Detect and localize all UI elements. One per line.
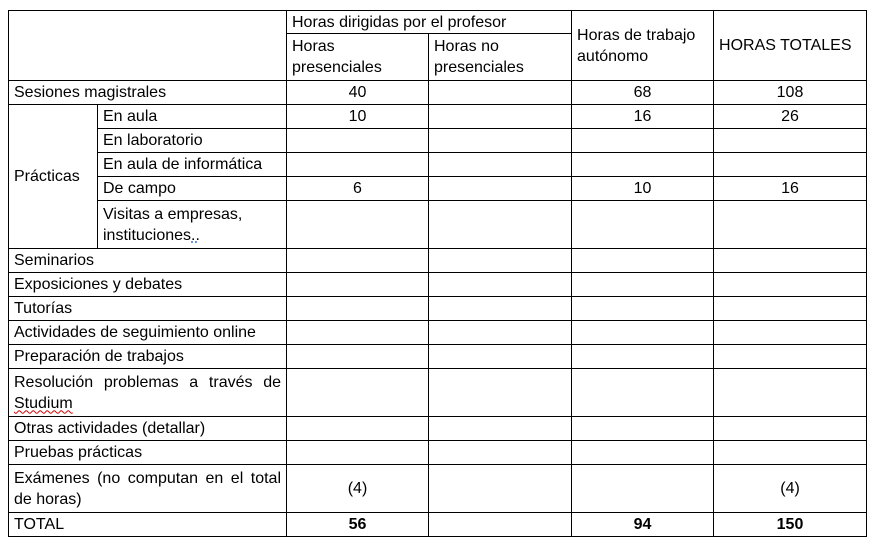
table-row: [9, 417, 867, 441]
cell-no-presencial: [429, 201, 572, 249]
header-empty-corner: [9, 11, 287, 81]
cell-autonomo: [572, 417, 714, 441]
cell-presencial: 6: [287, 177, 429, 201]
table-row: [9, 105, 867, 129]
row-label: Exposiciones y debates: [9, 273, 287, 297]
row-label: En aula de informática: [98, 153, 287, 177]
cell-autonomo: 16: [572, 105, 714, 129]
row-label: Otras actividades (detallar): [9, 417, 287, 441]
cell-total: [714, 153, 867, 177]
header-row-group: [9, 11, 867, 34]
cell-presencial: [287, 417, 429, 441]
table-row: [9, 153, 867, 177]
hours-table: [8, 10, 867, 537]
cell-autonomo: 10: [572, 177, 714, 201]
table-row: [9, 321, 867, 345]
cell-total: 108: [714, 81, 867, 105]
cell-autonomo: [572, 321, 714, 345]
total-autonomo: 94: [572, 513, 714, 537]
cell-no-presencial: [429, 153, 572, 177]
row-label: Pruebas prácticas: [9, 441, 287, 465]
cell-autonomo: [572, 465, 714, 513]
cell-presencial: [287, 249, 429, 273]
cell-autonomo: 68: [572, 81, 714, 105]
cell-autonomo: [572, 345, 714, 369]
cell-total: [714, 417, 867, 441]
cell-total: [714, 273, 867, 297]
cell-total: [714, 297, 867, 321]
row-label: Sesiones magistrales: [9, 81, 287, 105]
cell-autonomo: [572, 369, 714, 417]
row-label: Exámenes (no computan en el total de horas): [9, 465, 287, 513]
header-group-label: Horas dirigidas por el profesor: [287, 11, 572, 34]
row-label-line: Visitas a empresas,: [103, 205, 243, 223]
cell-no-presencial: [429, 105, 572, 129]
header-no-presencial: Horas no presenciales: [429, 34, 572, 81]
cell-presencial: (4): [287, 465, 429, 513]
cell-total: 26: [714, 105, 867, 129]
cell-autonomo: [572, 129, 714, 153]
row-label: En aula: [98, 105, 287, 129]
cell-total: [714, 345, 867, 369]
total-label: TOTAL: [9, 513, 287, 537]
table-row: [9, 249, 867, 273]
table-row: [9, 369, 867, 417]
row-label-line: Resolución problemas a través de: [14, 373, 281, 391]
table-row: [9, 441, 867, 465]
cell-presencial: [287, 273, 429, 297]
cell-presencial: 10: [287, 105, 429, 129]
row-label: De campo: [98, 177, 287, 201]
table-row: [9, 177, 867, 201]
cell-presencial: [287, 297, 429, 321]
cell-autonomo: [572, 201, 714, 249]
row-label: [9, 369, 287, 417]
table-row: [9, 345, 867, 369]
row-label-line: Studium: [14, 394, 73, 412]
cell-presencial: [287, 369, 429, 417]
cell-no-presencial: [429, 417, 572, 441]
cell-no-presencial: [429, 129, 572, 153]
cell-total: [714, 249, 867, 273]
table-row: [9, 297, 867, 321]
row-label-line: instituciones: [103, 226, 192, 244]
cell-presencial: [287, 201, 429, 249]
cell-no-presencial: [429, 465, 572, 513]
cell-presencial: [287, 321, 429, 345]
practicas-label: Prácticas: [9, 105, 98, 249]
header-totales: HORAS TOTALES: [714, 11, 867, 81]
cell-total: [714, 441, 867, 465]
row-label: [98, 201, 287, 249]
cell-total: [714, 369, 867, 417]
header-presencial: Horas presenciales: [287, 34, 429, 81]
table-row: [9, 273, 867, 297]
cell-no-presencial: [429, 177, 572, 201]
row-label: Seminarios: [9, 249, 287, 273]
cell-presencial: [287, 345, 429, 369]
cell-total: (4): [714, 465, 867, 513]
table-row: [9, 129, 867, 153]
cell-presencial: [287, 129, 429, 153]
cell-no-presencial: [429, 81, 572, 105]
total-no-presencial: [429, 513, 572, 537]
cell-presencial: [287, 153, 429, 177]
cell-no-presencial: [429, 441, 572, 465]
row-label-dots: ..: [191, 226, 200, 244]
cell-total: [714, 321, 867, 345]
cell-autonomo: [572, 153, 714, 177]
cell-autonomo: [572, 273, 714, 297]
cell-no-presencial: [429, 273, 572, 297]
total-total: 150: [714, 513, 867, 537]
cell-no-presencial: [429, 369, 572, 417]
row-label: Preparación de trabajos: [9, 345, 287, 369]
cell-autonomo: [572, 297, 714, 321]
cell-no-presencial: [429, 297, 572, 321]
table-row: [9, 201, 867, 249]
cell-total: [714, 129, 867, 153]
header-autonomo: Horas de trabajo autónomo: [572, 11, 714, 81]
cell-presencial: [287, 441, 429, 465]
cell-total: [714, 201, 867, 249]
row-label: En laboratorio: [98, 129, 287, 153]
cell-presencial: 40: [287, 81, 429, 105]
cell-autonomo: [572, 249, 714, 273]
cell-no-presencial: [429, 345, 572, 369]
cell-no-presencial: [429, 249, 572, 273]
cell-autonomo: [572, 441, 714, 465]
table-row-total: [9, 513, 867, 537]
row-label: Actividades de seguimiento online: [9, 321, 287, 345]
cell-no-presencial: [429, 321, 572, 345]
cell-total: 16: [714, 177, 867, 201]
table-row: [9, 465, 867, 513]
row-label: Tutorías: [9, 297, 287, 321]
table-row: [9, 81, 867, 105]
total-presencial: 56: [287, 513, 429, 537]
